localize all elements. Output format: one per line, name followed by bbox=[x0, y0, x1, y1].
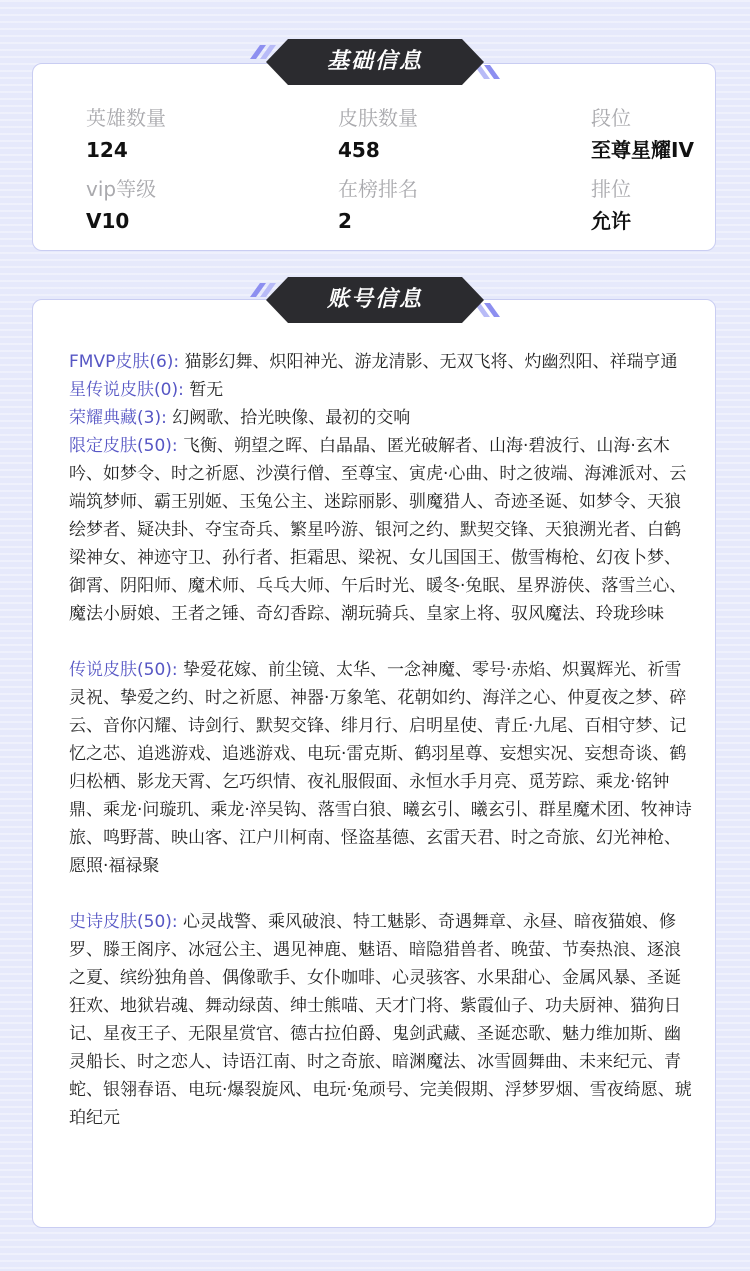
account-info-card bbox=[32, 299, 716, 1228]
skin-category-label: 荣耀典藏(3): bbox=[69, 408, 167, 428]
stat-value: 2 bbox=[338, 209, 352, 233]
stat-label: vip等级 bbox=[86, 177, 157, 201]
stat-leaderboard-rank bbox=[338, 175, 568, 235]
section-spacer bbox=[69, 628, 697, 656]
stat-vip-level bbox=[86, 175, 316, 235]
skin-list: 幻阙歌、拾光映像、最初的交响 bbox=[172, 408, 411, 428]
skin-category-label: FMVP皮肤(6): bbox=[69, 352, 180, 372]
skin-list: 猫影幻舞、炽阳神光、游龙清影、无双飞将、灼幽烈阳、祥瑞亨通 bbox=[184, 352, 678, 372]
stat-skin-count bbox=[338, 104, 568, 164]
skin-section-epic bbox=[69, 908, 697, 1132]
stat-label: 在榜排名 bbox=[338, 177, 418, 201]
stat-value: 124 bbox=[86, 138, 128, 162]
skin-category-label: 限定皮肤(50): bbox=[69, 436, 178, 456]
skin-section-star-legend bbox=[69, 376, 697, 404]
section-spacer bbox=[69, 880, 697, 908]
skin-section-fmvp bbox=[69, 348, 697, 376]
basic-info-badge bbox=[246, 39, 504, 85]
stat-ranked-allowed bbox=[591, 175, 721, 235]
skin-category-label: 史诗皮肤(50): bbox=[69, 912, 178, 932]
stat-label: 排位 bbox=[591, 177, 631, 201]
account-info-content bbox=[69, 348, 697, 1132]
stat-label: 段位 bbox=[591, 106, 631, 130]
section-title: 基础信息 bbox=[326, 49, 423, 74]
skin-category-label: 星传说皮肤(0): bbox=[69, 380, 184, 400]
stat-label: 英雄数量 bbox=[86, 106, 166, 130]
account-info-badge bbox=[246, 277, 504, 323]
basic-info-card bbox=[32, 63, 716, 251]
stat-value: 458 bbox=[338, 138, 380, 162]
skin-section-legend bbox=[69, 656, 697, 880]
stat-value: 至尊星耀IV bbox=[591, 138, 694, 162]
skin-section-glory-collection bbox=[69, 404, 697, 432]
stat-value: 允许 bbox=[591, 209, 631, 233]
skin-list: 飞衡、朔望之晖、白晶晶、匿光破解者、山海·碧波行、山海·玄木吟、如梦令、时之祈愿、沙漠行僧、至尊宝、寅虎·心曲、时之彼端、海滩派对、云端筑梦师、霸王别姬、玉兔公主、迷踪丽影、驯魔猎人、奇迹圣诞、如梦令、天狼绘梦者、疑决卦、夺宝奇兵、繁星吟游、银河之约、默契交锋、天狼溯光者、白鹤梁神女、神迹守卫、孙行者、拒霜思、梁祝、女儿国国王、傲雪梅枪、幻夜卜梦、御霄、阴阳师、魔术师、乓乓大师、午后时光、暖冬·兔眠、星界游侠、落雪兰心、魔法小厨娘、王者之锤、奇幻香踪、潮玩骑兵、皇家上将、驭风魔法、玲珑珍味 bbox=[69, 436, 687, 624]
skin-list: 心灵战警、乘风破浪、特工魅影、奇遇舞章、永昼、暗夜猫娘、修罗、滕王阁序、冰冠公主、遇见神鹿、魅语、暗隐猎兽者、晚萤、节奏热浪、逐浪之夏、缤纷独角兽、偶像歌手、女仆咖啡、心灵骇客、水果甜心、金属风暴、圣诞狂欢、地狱岩魂、舞动绿茵、绅士熊喵、天才门将、紫霞仙子、功夫厨神、猫狗日记、星夜王子、无限星赏官、德古拉伯爵、鬼剑武藏、圣诞恋歌、魅力维加斯、幽灵船长、时之恋人、诗语江南、时之奇旅、暗渊魔法、冰雪圆舞曲、未来纪元、青蛇、银翎春语、电玩·爆裂旋风、电玩·兔顽号、完美假期、浮梦罗烟、雪夜绮愿、琥珀纪元 bbox=[69, 912, 692, 1128]
section-title: 账号信息 bbox=[326, 287, 423, 312]
stat-rank-tier bbox=[591, 104, 721, 164]
skin-section-limited bbox=[69, 432, 697, 628]
stat-label: 皮肤数量 bbox=[338, 106, 418, 130]
skin-list: 挚爱花嫁、前尘镜、太华、一念神魔、零号·赤焰、炽翼辉光、祈雪灵祝、挚爱之约、时之祈愿、神器·万象笔、花朝如约、海洋之心、仲夏夜之梦、碎云、音你闪耀、诗剑行、默契交锋、绯月行、启明星使、青丘·九尾、百相守梦、记忆之芯、追逃游戏、追逃游戏、电玩·雷克斯、鹤羽星尊、妄想实况、妄想奇谈、鹤归松栖、影龙天霄、乞巧织情、夜礼服假面、永恒水手月亮、觅芳踪、乘龙·铭钟鼎、乘龙·问璇玑、乘龙·淬吴钩、落雪白狼、曦玄引、曦玄引、群星魔术团、牧神诗旅、鸣野蒿、映山客、江户川柯南、怪盗基德、玄雷天君、时之奇旅、幻光神枪、愿照·福禄聚 bbox=[69, 660, 692, 876]
stat-hero-count bbox=[86, 104, 316, 164]
skin-list: 暂无 bbox=[189, 380, 224, 400]
stat-value: V10 bbox=[86, 209, 130, 233]
skin-category-label: 传说皮肤(50): bbox=[69, 660, 178, 680]
